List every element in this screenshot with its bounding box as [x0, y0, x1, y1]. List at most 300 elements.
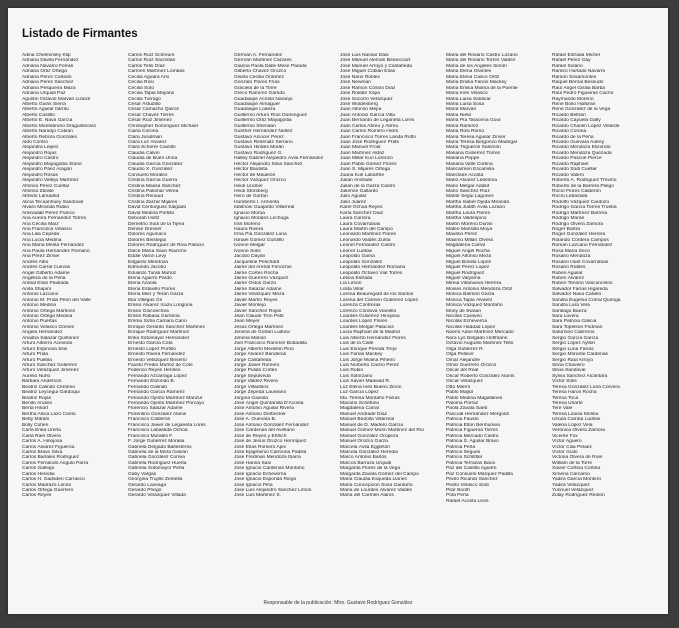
signatory-name: Andrés Carral Cuevas: [22, 265, 71, 271]
signatory-name: Lucía Raphael de la Madrid: [340, 330, 400, 336]
signatory-name: José Luis Martínez S.: [234, 493, 282, 499]
signatory-name: Luis Norberto Cacho Pérez: [340, 362, 399, 368]
signatory-name: Irma Pía González Luna: [234, 232, 287, 238]
signatory-name: Ricardo Valero: [552, 172, 584, 178]
signatory-name: Maricarmen Escamilla: [446, 167, 495, 173]
signatory-name: César Chávez Torres: [128, 112, 174, 118]
signatory-name: Federico Reyes Heroles: [128, 368, 181, 374]
signatory-name: Karel Ochoa Reyes: [340, 205, 383, 211]
signatory-name: Miguel Valyama: [446, 275, 481, 281]
signatory-name: Tere Vale: [552, 406, 573, 412]
signatory-name: Marcela Ávila Eggleton: [340, 444, 391, 450]
signatory-name: Joel Francisco Ramírez Bobadilla: [234, 341, 307, 347]
signatory-name: Rodrigo García Torres Trueba: [552, 205, 617, 211]
signatory-name: Claudia García González: [128, 161, 183, 167]
signatory-name: Carlos Tello Díaz: [128, 63, 165, 69]
signatory-name: Gabriela Sotomayor Peña: [128, 466, 185, 472]
signatory-name: Alberto Montebruno Dragustinovis: [22, 123, 96, 129]
signatory-name: Fernando Ojesto Martínez Manzur: [128, 395, 203, 401]
signatory-name: Ricardo de la Peña: [552, 134, 594, 140]
signatory-name: Carmen Martínez Lombás: [128, 69, 185, 75]
signatory-name: Edgardo Mendoza: [128, 259, 168, 265]
signatory-name: Juana Kuri Labarthe: [340, 172, 385, 178]
signatory-name: Juan Millar Kuri Lorenzo: [340, 156, 393, 162]
signatory-name: Dolores Rodríguez de Riva Palacio: [128, 243, 205, 249]
signatory-name: Juan S. Mijares Ortega: [340, 167, 391, 173]
signatory-name: Patricia S. Aguilar Bravo: [446, 439, 499, 445]
signatory-name: Patricia Terrazas Baca: [446, 460, 495, 466]
signatory-name: Maximo Millán Olvera: [446, 237, 494, 243]
signatory-name: Alejandro Rojas: [22, 150, 57, 156]
signatory-name: Ernesto Rivera Fernández: [128, 352, 186, 358]
signatory-name: Xavier Cortina Cortina: [552, 466, 601, 472]
signatory-name: Clara Luz Álvarez: [128, 140, 167, 145]
signatory-name: Juan Alfonso Mejía: [340, 107, 382, 113]
signatory-name: Alberto Guiris Sierra: [22, 101, 67, 107]
signatory-name: Roberto A. Rodríguez Treviño: [552, 178, 617, 184]
signatory-name: Teresa Haros Rocha: [552, 390, 597, 396]
signatory-name: Gustavo Hirales Morán: [234, 145, 285, 151]
signatory-name: Mario Sánchez Ruiz: [446, 188, 490, 194]
signatory-name: Manuel González Oropeza: [340, 433, 399, 439]
signatory-name: Juan Antonio García Villa: [340, 112, 395, 118]
signatory-name: Margarita Zavala Gómez del Campo: [340, 471, 419, 477]
signatory-name: Leopoldo Gama: [340, 254, 375, 260]
signatory-name: Sandra Eugenia Corral Quiroga: [552, 297, 621, 303]
signatory-name: Ricardo Pascoe Pierce: [552, 156, 602, 162]
signatory-name: César Camacho Quiroz: [128, 107, 180, 113]
signatory-name: Adriana Dávila Fernández: [22, 58, 79, 64]
signatory-name: Heidi Storsberg: [234, 188, 268, 194]
signatory-name: Oscar Roberto González Alanís: [446, 373, 515, 379]
signatory-name: José Elías Romero Apis: [234, 444, 286, 450]
signatory-name: María de Lourdes Álvarez Valdés: [340, 488, 412, 493]
signatory-name: Guadalupe Loaeza: [234, 107, 276, 113]
signatory-name: Lourdes Gutiérrez Hinojosa: [340, 314, 400, 319]
signatory-name: José Ángel Quintanilla D'Acosta: [234, 401, 304, 406]
signatory-name: Julio Juárez: [340, 199, 367, 205]
signatory-name: Bolly Cohen: [22, 422, 49, 428]
signatory-name: Santiago Baeza: [552, 308, 587, 314]
signatory-name: Adriana Navarro Ferrari: [22, 63, 74, 69]
signatory-name: Manuel de D. Madero García: [340, 422, 404, 428]
signatory-name: Juan Bernardo de Leganeta Lores: [340, 118, 415, 124]
signatory-name: Demetrio Sodi de la Tijera: [128, 221, 185, 227]
signatory-name: Irán Moreno: [234, 221, 261, 227]
signatory-name: Elia Villegas Gil: [128, 297, 162, 303]
signatory-name: Sergio García García: [552, 335, 599, 341]
signatory-name: José Hanna Sasi: [234, 460, 271, 466]
signatory-name: Julián de la Garza Castro: [340, 183, 396, 189]
signatory-name: Arturo Sánchez Gutiérrez: [22, 362, 78, 368]
signatory-name: Arturo Velázquez Jiménez: [22, 368, 79, 374]
signatory-name: Alejandro Páez Aragón: [22, 167, 73, 173]
signatory-name: Sylvia Sánchez Alcántara: [552, 373, 608, 379]
signatory-name: José Antonio Aguilar Rivera: [234, 406, 294, 412]
signatory-name: Mariana Peppe: [446, 156, 480, 162]
signatory-name: Cecilia Turrago: [128, 96, 161, 102]
signatory-name: Gunther Hernández Núñez: [234, 129, 293, 135]
signatory-name: Jorge Castañeda: [234, 357, 272, 363]
signatory-name: Javier Sánchez Rojas: [234, 308, 282, 314]
signatory-name: Nora Lys Delgado Hoffmann: [446, 335, 508, 341]
signatory-name: Manuel Andrade Díaz: [340, 411, 388, 417]
signatory-name: Miguel Alfonso Meza: [446, 254, 492, 260]
signatory-name: Maurilio Pérez: [446, 232, 478, 238]
signatory-name: Antonio Lazcano: [22, 292, 59, 298]
signatory-name: Lorena del Carmen Gutiérrez López: [340, 297, 419, 303]
signatory-name: María Claudia Esqueda Llanes: [340, 477, 407, 483]
signatory-name: Magdalena Carral: [446, 243, 485, 249]
signatory-name: Ma. Teresa Montaño Farías: [340, 395, 400, 401]
signatory-name: Rosario Huet Covarrubias: [552, 259, 609, 265]
signatory-name: Beatriz Calindo Centeno: [22, 384, 76, 390]
signatory-name: Gustavo Rodríguez G.: [234, 150, 283, 156]
signatory-name: Lorenza Contreras: [340, 303, 381, 309]
signatory-name: María Luisa Sosa: [446, 101, 485, 107]
signatory-name: Cristina Zarzar Mijares: [128, 199, 178, 205]
signatory-name: Ernesto López Portillo: [128, 346, 176, 352]
signatory-name: Carla Rael Olvera: [22, 433, 61, 439]
signatory-name: Luis de la Calle: [340, 341, 374, 347]
signatory-name: Enrique Gerardo Sánchez Martínez: [128, 324, 205, 330]
signatory-name: Pedro Velasco Sodi: [446, 482, 489, 488]
signatory-name: Noemí Adoe Martínez Mercado: [446, 330, 514, 336]
signatory-name: José Epigmenio Carmona Padilla: [234, 449, 307, 455]
signatory-name: Ciana Corona: [128, 129, 159, 135]
signatory-name: Zulay Rodríguez Reolón: [552, 493, 605, 499]
signatory-name: Elena Estavillo Flores: [128, 286, 176, 292]
signatory-name: José de Jesús Orozco Henríquez: [234, 439, 307, 445]
signatory-name: Isaura Rivera: [234, 227, 264, 232]
signatory-name: Alejandra Leipez: [22, 145, 59, 151]
signatory-name: Mónica Vázquez Montaño: [446, 303, 503, 309]
signatory-name: Arturo Alberro Acevedo: [22, 341, 73, 347]
signatory-name: Elena Mier y Terán Garza: [128, 292, 184, 298]
signatory-name: José Ramón Cossío Díaz: [340, 85, 396, 91]
signatory-name: Berta Hiriart: [22, 406, 49, 412]
signatory-name: Pilar Booth: [446, 488, 470, 493]
signatory-name: José Socorro Velázquez: [340, 96, 393, 102]
signatory-name: Pola Peña: [446, 493, 469, 499]
signatory-name: Ariadna Salazar Quiñónez: [22, 335, 80, 341]
document-sheet: [8, 8, 668, 614]
signatory-name: Ana Cecilia Maíz: [22, 221, 59, 227]
signatory-name: José Ignacio Cárdenas Montaño: [234, 466, 305, 472]
signatory-name: Silvia Chaveiro: [552, 362, 585, 368]
signatory-name: José Cárdenas del Avellano: [234, 428, 295, 434]
signatory-name: Román Lazcano Fernández: [552, 243, 613, 249]
signatory-name: María Elena Orantes: [446, 69, 492, 75]
signatory-name: Jorge Álvarez Banderas: [234, 352, 287, 358]
signatory-name: Antonio Ortega Medina: [22, 314, 73, 319]
signatory-name: Leonardo Valdés Zurita: [340, 237, 391, 243]
signatory-name: Sergio Luna Farías: [552, 346, 594, 352]
signatory-name: Gilberto Chavez Orozco: [234, 69, 287, 75]
signatory-name: Luis Jorge Molina Piñeiro: [340, 357, 395, 363]
signatory-name: César Ruiz Jiménez: [128, 118, 172, 124]
signatory-name: Manuel Orozco Garza: [340, 439, 388, 445]
signatory-name: José Manuel Arroyo y Castañeda: [340, 63, 413, 69]
signatory-name: Carlos Álvarez Figueroa: [22, 444, 75, 450]
signatory-name: Rafael Acosta León: [446, 498, 489, 504]
signatory-name: Jorgina Gaxiola: [234, 395, 268, 401]
signatory-name: Teresa González Luna Corvera: [552, 384, 620, 390]
signatory-name: Adriana Pérez Cañedo: [22, 74, 72, 80]
signatory-name: Jorge Zepeda Laureano: [234, 390, 287, 396]
signatory-name: Cecilia Aguara Arsi: [128, 74, 170, 80]
signatory-name: Gerardo Velázquez Villada: [128, 493, 186, 499]
signatory-name: Halley Gabriel Alejandro Ávila Fernández: [234, 156, 324, 162]
signatory-name: Cristina Renaud: [128, 194, 164, 200]
signatory-name: Beatriz Rojas: [22, 395, 52, 401]
signatory-name: Bertha Alicia Lazo Cantú: [22, 411, 76, 417]
signatory-name: Ricardo Guevara Autrey: [552, 140, 605, 145]
signatory-name: Adriana Pérez Sánchez: [22, 80, 74, 86]
signatory-name: Teresa Uriarte: [552, 401, 583, 406]
signatory-name: Paloma Porraz: [446, 401, 479, 406]
signatory-name: Sara Lovera: [552, 314, 579, 319]
signatory-name: Fernando García Ramírez: [128, 390, 185, 396]
signatory-name: Martha Valdespino: [446, 216, 487, 222]
signatory-name: María Marván: [446, 107, 477, 113]
signatory-name: Arturo Puebla: [22, 357, 52, 363]
signatory-name: Juan Carlos Abreu y Abreu: [340, 123, 399, 129]
page-title: Listado de Firmantes: [22, 28, 138, 40]
signatory-name: Gabriela González Correa: [128, 455, 185, 461]
signatory-name: Rodrigo Martínez Barrera: [552, 210, 608, 216]
signatory-name: Mario Alvarez Ledesma: [446, 178, 498, 184]
signatory-name: Anita Shapiro: [22, 286, 52, 292]
signatory-name: Verónica Olvera Zamora: [552, 428, 606, 434]
signatory-name: Lourdes López Flores: [340, 319, 388, 325]
signatory-name: Luis Alberto Hernández Flores: [340, 335, 406, 341]
signatory-name: María Elena Casco Ortiz: [446, 74, 500, 80]
signatory-name: Jimena de Gortari Ludlow: [234, 330, 290, 336]
signatory-name: Germán A. Fernández: [234, 53, 283, 58]
signatory-name: Aminadab Pérez Franco: [22, 210, 75, 216]
signatory-name: Pablo Majluf: [446, 390, 473, 396]
signatory-name: Martha Isabel Ojeda Miranda: [446, 199, 510, 205]
signatory-name: Ricardo Raphael: [552, 161, 589, 167]
signatory-name: Eduardo Turati Muñoz: [128, 270, 177, 276]
signatory-name: Sergio Raúl Arroyo: [552, 357, 594, 363]
signatory-name: Rosa María Seco: [552, 248, 590, 254]
signatory-name: María del Rosario Castro Lozano: [446, 53, 518, 58]
signatory-name: Valeria López Vela: [552, 422, 593, 428]
signatory-name: Alejandro Castro: [22, 156, 59, 162]
signatory-name: Florentino Gonzalez Alanis: [128, 411, 187, 417]
signatory-name: Jean Claude Tron Petit: [234, 314, 284, 319]
signatory-name: Laura Martín del Campo: [340, 227, 393, 232]
signatory-name: Alfredo Lamadrid: [22, 194, 60, 200]
signatory-name: Dolores Beistegui: [128, 237, 167, 243]
signatory-name: Ricardo Corona: [552, 129, 587, 135]
signatory-name: Pascual Hernández Mergoldi: [446, 411, 509, 417]
signatory-name: Leonardo Martínez Flores: [340, 232, 396, 238]
signatory-name: Martha Laura Flores: [446, 210, 491, 216]
signatory-column: [340, 53, 446, 593]
signatory-name: Gianna Paola Dalle Mese Parada: [234, 63, 307, 69]
signatory-name: Patricia Fausto: [446, 417, 479, 423]
signatory-name: Beatriz Leycegui Gardoqui: [22, 390, 80, 396]
signatory-name: Fernando Ojesto Martínez Porcayo: [128, 401, 205, 406]
signatory-name: Graciela de la Torre: [234, 85, 277, 91]
signatory-name: Alejandro Rosas: [22, 172, 58, 178]
signatory-name: Magdalena Carral: [340, 406, 379, 412]
signatory-name: Consuelo Morales: [128, 172, 168, 178]
signatory-name: Sandra Lara Vela: [552, 303, 590, 309]
signatory-name: Carlos Madrazo Limón: [22, 482, 72, 488]
signatory-name: Benito Andión: [22, 401, 53, 406]
signatory-name: Nicolás Caraveo: [446, 314, 482, 319]
signatory-name: Leonor Ludlow: [340, 248, 373, 254]
signatory-name: Aníbal Elías Paullada: [22, 281, 69, 287]
signatory-name: Rolando Cordera Campos: [552, 237, 609, 243]
publication-footer: Responsable de la publicación: Mtro. Gustavo Rodríguez González: [263, 600, 413, 606]
signatory-name: César Astudillo: [128, 101, 161, 107]
signatory-name: Jaime Ostos Garza: [234, 281, 276, 287]
signatory-name: Gerardo Priego: [128, 488, 162, 493]
signatory-name: José Luis Nassar Daw: [340, 53, 389, 58]
signatory-name: Guadalupe Almaguer: [234, 101, 280, 107]
signatory-column: [234, 53, 340, 593]
signatory-name: María de los Angeles Simón: [446, 63, 507, 69]
signatory-name: Carlos Bañales Rodríguez: [22, 455, 80, 461]
signatory-name: Ángel Gilberto Adame: [22, 270, 70, 276]
signatory-name: Ernesto García Cota: [128, 341, 173, 347]
signatory-name: Rocío Lebastida: [552, 194, 588, 200]
signatory-name: Paola Zavala Saeb: [446, 406, 488, 412]
signatory-name: Juan Francisco Torres Landa Ruffo: [340, 134, 416, 140]
signatory-name: Saturnino Cabreros: [552, 330, 595, 336]
signatory-name: Jaime Cortés Rocha: [234, 270, 279, 276]
signatory-name: Mariclaire Acosta: [446, 172, 484, 178]
signatory-name: Alfonso Zárate: [22, 188, 54, 194]
signatory-name: Víctor Sólis: [552, 379, 577, 385]
signatory-name: Manuel Gómez Morin Martínez del Río: [340, 428, 424, 434]
signatory-name: Clara Jusidman: [128, 134, 162, 140]
signatory-name: Roger Bartra: [552, 227, 580, 232]
signatory-name: María Luisa Saldívar: [446, 96, 491, 102]
signatory-name: Ana Francisca Velasco: [22, 227, 72, 232]
signatory-name: Jorge Sepúlveda: [234, 373, 271, 379]
signatory-name: Aurelio Nuño: [22, 373, 51, 379]
signatory-name: Bárbara Anderson: [22, 379, 62, 385]
signatory-name: Alvaro Miranda Rubio: [22, 205, 70, 211]
signatory-name: José Miguel Cobián Elías: [340, 69, 396, 75]
signatory-name: Claudia Calvin: [128, 150, 160, 156]
signatory-name: Jorge Villalobos: [234, 384, 269, 390]
signatory-name: David Centurguss Salgado: [128, 205, 187, 211]
signatory-name: Carla Erika Ureña: [22, 428, 61, 434]
signatory-name: José Ignacio Echeverria: [234, 471, 287, 477]
signatory-name: Jorge Javier Romero: [234, 362, 280, 368]
signatory-name: Ricardo Mendoza Elizondo: [552, 145, 611, 151]
signatory-name: Ana Aurora Fernández Torres: [22, 216, 87, 222]
signatory-name: Fernando Azcárraga López: [128, 373, 187, 379]
signatory-name: Fausto Fredin Muñoz de Cote: [128, 362, 193, 368]
signatory-name: Hero de Gortari: [234, 194, 268, 200]
signatory-name: Arturo Prida: [22, 352, 49, 358]
signatory-name: Luis Xavier Maawad R.: [340, 379, 391, 385]
signatory-name: Mariana Gutiérrez Torres: [446, 150, 500, 156]
signatory-name: María Trigueros Salomón: [446, 145, 501, 151]
signatory-name: Leopoldo Octavio Vial Torres: [340, 270, 403, 276]
signatory-name: Teresa Toca: [552, 395, 579, 401]
signatory-name: Fernando Galindo: [128, 384, 168, 390]
signatory-name: Ricardo Mendoza Quezada: [552, 150, 612, 156]
signatory-name: Marco Antonio Baños: [340, 455, 387, 461]
signatory-name: Luis Farías Mackey: [340, 352, 383, 358]
signatory-name: Christopher Domínguez Michael: [128, 123, 198, 129]
signatory-name: Adriana Pesqueira Maza: [22, 85, 76, 91]
signatory-name: Elena Aguirre Pardo: [128, 275, 172, 281]
signatory-name: Emma Sofía Camara Cano: [128, 319, 187, 325]
signatory-name: María Emilia Farías Mackey: [446, 80, 507, 86]
signatory-name: René Bolio Halloran: [552, 101, 596, 107]
signatory-name: Ana Lucía Medina: [22, 237, 62, 243]
signatory-name: Rubén Álvarez: [552, 275, 585, 281]
signatory-name: Héctor de Mauleón: [234, 172, 276, 178]
signatory-name: Mariana Valle Cortina: [446, 161, 493, 167]
signatory-name: Raquel Bernal Bessudo: [552, 80, 604, 86]
signatory-name: Mónica Balmori Garza: [446, 292, 495, 298]
signatory-name: Marcela González Heredia: [340, 449, 398, 455]
signatory-column: [128, 53, 234, 593]
signatory-name: Agustín Octavio Marván Lizardi: [22, 96, 90, 102]
signatory-name: Juan Pablo Gómez Flores: [340, 161, 397, 167]
signatory-name: Juan Carlos Romero Hicks: [340, 129, 399, 135]
signatory-name: Germán Martínez Cázares: [234, 58, 292, 64]
signatory-name: Carlos Reyes: [22, 493, 52, 499]
signatory-name: María Nieto: [446, 112, 472, 118]
signatory-name: Jaime del Arenal Fenochio: [234, 265, 292, 271]
signatory-name: Antonio Ortega Martínez: [22, 308, 76, 314]
signatory-name: María Concepción Sosa Garduño: [340, 482, 413, 488]
signatory-name: José Fredman Mendoza Ibarra: [234, 455, 301, 461]
signatory-name: René González de la Vega: [552, 107, 611, 113]
signatory-name: F. Jorge Gutiérrez Moralia: [128, 439, 185, 445]
signatory-name: Javier Martín Reyes: [234, 297, 278, 303]
signatory-name: Guillermo Arturo Ríos Domínguez: [234, 112, 308, 118]
signatory-name: María Ramírez: [446, 123, 479, 129]
signatory-name: Carlos Ortega Guerrero: [22, 488, 74, 493]
signatory-name: Sergio Morante Cárdenas: [552, 352, 609, 358]
signatory-name: Roger González Herrera: [552, 232, 606, 238]
signatory-name: Raúl Pedro Figueiras Cacho: [552, 91, 614, 97]
signatory-name: Carlos Heredia: [22, 471, 55, 477]
signatory-name: Omar Alejandre: [446, 357, 480, 363]
signatory-name: Ángela Hernández: [22, 330, 63, 336]
signatory-name: Olga Pellicer: [446, 352, 474, 358]
signatory-name: Angélica de la Peña: [22, 275, 66, 281]
signatory-name: Moisés Antonio Mendoza Ortiz: [446, 286, 513, 292]
signatory-name: José Newman: [340, 80, 371, 86]
signatory-name: Rafael Estrada Michel: [552, 53, 600, 58]
signatory-name: Jimena Manón: [234, 335, 267, 341]
signatory-name: Ignacio Morales Lechuga: [234, 216, 289, 222]
signatory-name: Teresa Louisa Molina: [552, 411, 599, 417]
signatory-name: Dulce María Sauri Riancho: [128, 248, 187, 254]
signatory-name: Patricia Peña: [446, 444, 476, 450]
signatory-name: Patricia Figueroa Torres: [446, 428, 498, 434]
signatory-name: Humberto I. Armenta: [234, 199, 280, 205]
signatory-name: Jaime Salazar Adame: [234, 286, 282, 292]
signatory-name: José de Reyes y Ehrlich: [234, 433, 287, 439]
signatory-name: Gisela Cecilia Ordoñez: [234, 74, 285, 80]
signatory-column: [22, 53, 128, 593]
